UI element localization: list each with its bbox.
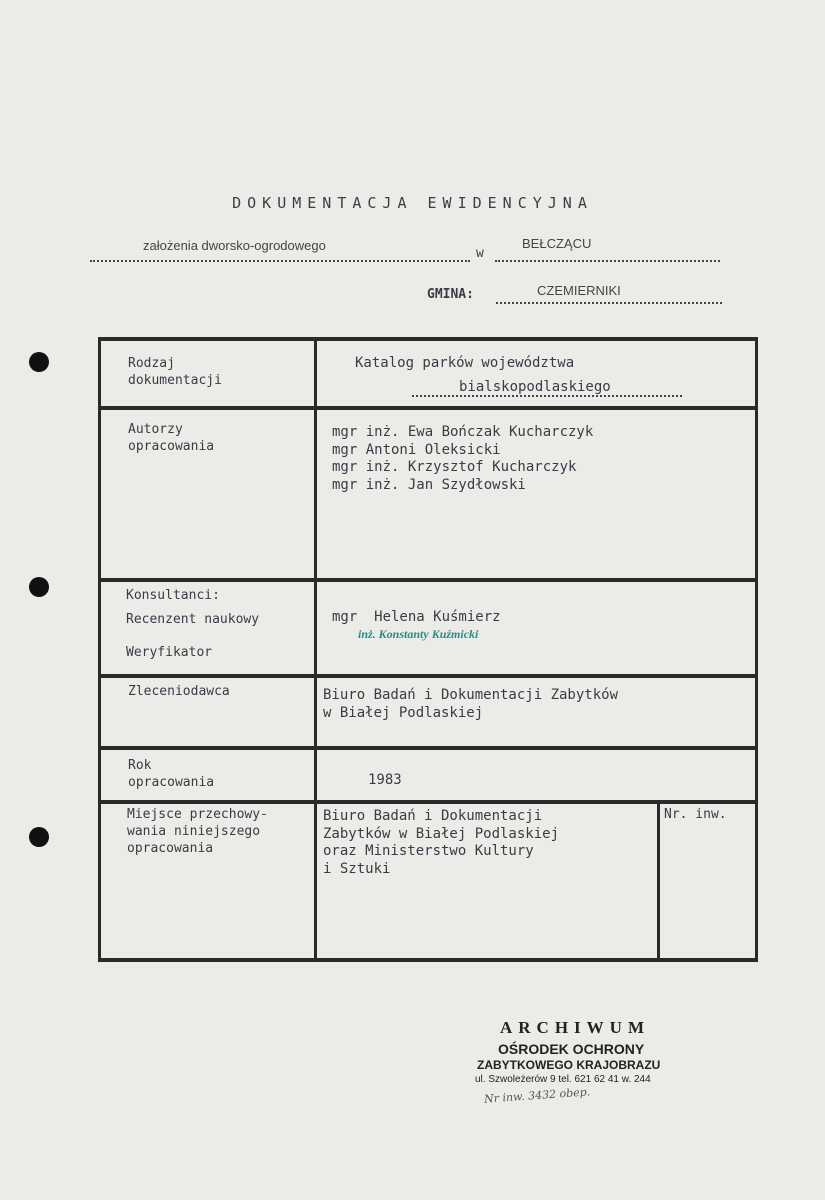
inventory-column-divider (657, 800, 660, 960)
column-divider (314, 337, 317, 962)
punch-hole-bottom (29, 827, 49, 847)
table-border-left (98, 337, 101, 962)
documentation-type-value-continued: bialskopodlaskiego (459, 379, 611, 395)
document-title: DOKUMENTACJA EWIDENCYJNA (232, 194, 593, 212)
gmina-value: CZEMIERNIKI (537, 283, 621, 298)
punch-hole-top (29, 352, 49, 372)
authors-label: Autorzy opracowania (128, 422, 215, 454)
archive-stamp-address: ul. Szwoleżerów 9 tel. 621 62 41 w. 244 (475, 1074, 651, 1085)
reviewer-label: Recenzent naukowy (126, 612, 260, 627)
handwritten-inventory-note: Nr inw. 3432 obep. (483, 1085, 591, 1106)
verifier-stamp: inż. Konstanty Kuźmicki (358, 627, 479, 641)
subject-text: założenia dworsko-ogrodowego (143, 238, 326, 253)
archive-stamp-line3: ZABYTKOWEGO KRAJOBRAZU (477, 1058, 661, 1072)
inventory-number-label: Nr. inw. (664, 807, 727, 822)
documentation-type-value: Katalog parków województwa (355, 355, 575, 371)
preposition-w: w (476, 246, 484, 261)
storage-location-label: Miejsce przechowy- wania niniejszego opracowania (127, 807, 268, 856)
authors-value: mgr inż. Ewa Bończak Kucharczyk mgr Antoni Oleksicki mgr inż. Krzysztof Kucharczyk mgr inż. Jan Szydłowski (332, 424, 594, 493)
gmina-label: GMINA: (427, 287, 474, 302)
client-label: Zleceniodawca (128, 684, 230, 699)
documentation-type-label: Rodzaj dokumentacji (128, 356, 222, 388)
consultants-label: Konsultanci: (126, 588, 220, 603)
year-value: 1983 (368, 772, 402, 788)
row-divider-1 (98, 406, 758, 410)
table-border-top (98, 337, 758, 341)
row-divider-2 (98, 578, 758, 582)
place-text: BEŁCZĄCU (522, 236, 592, 251)
punch-hole-middle (29, 577, 49, 597)
client-value: Biuro Badań i Dokumentacji Zabytków w Białej Podlaskiej (323, 687, 619, 721)
row-divider-4 (98, 746, 758, 750)
verifier-label: Weryfikator (126, 645, 213, 660)
archive-stamp-title: ARCHIWUM (500, 1018, 650, 1037)
archive-stamp-line2: OŚRODEK OCHRONY (498, 1041, 645, 1057)
storage-location-value: Biuro Badań i Dokumentacji Zabytków w Białej Podlaskiej oraz Ministerstwo Kultury i Sztuki (323, 808, 560, 877)
reviewer-value: mgr Helena Kuśmierz (332, 609, 501, 625)
table-border-right (755, 337, 758, 962)
row-divider-3 (98, 674, 758, 678)
year-label: Rok opracowania (128, 758, 215, 790)
